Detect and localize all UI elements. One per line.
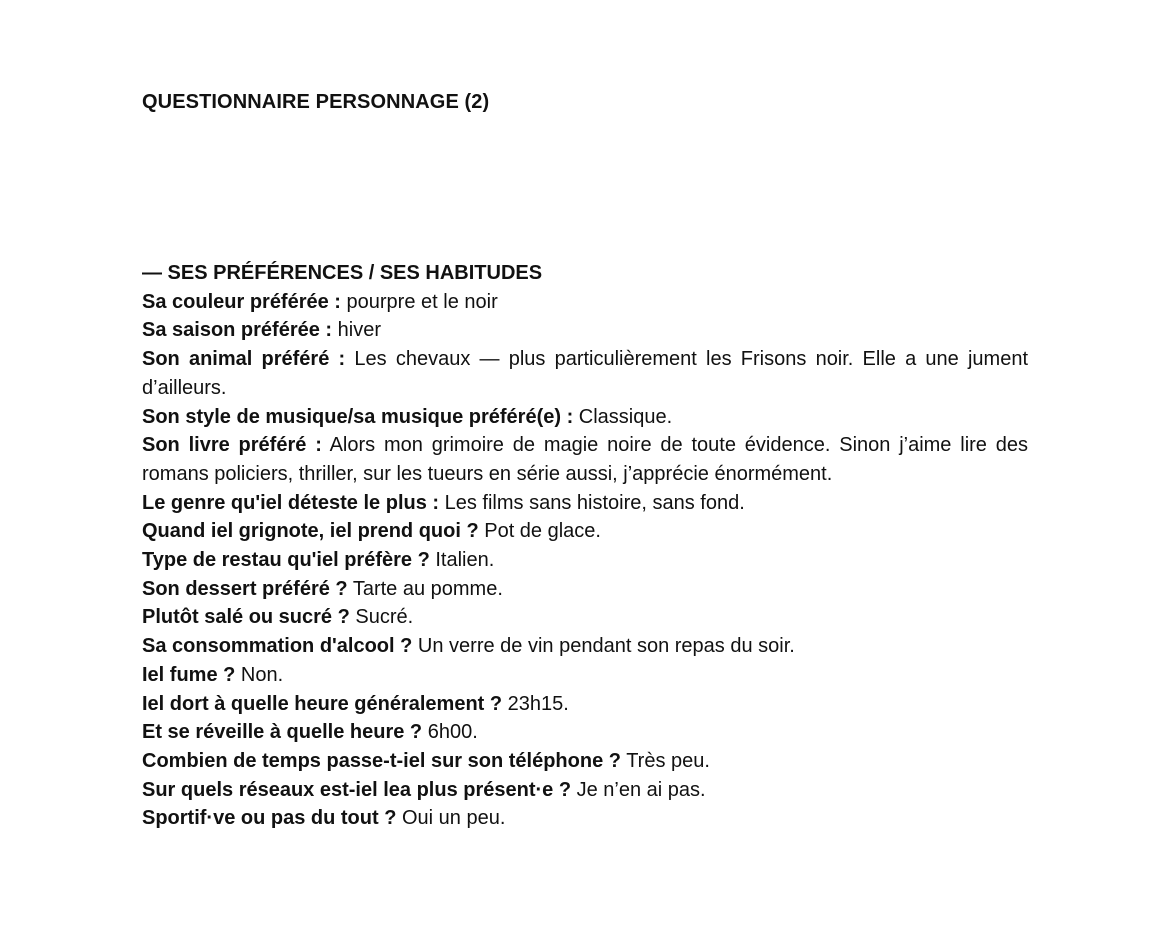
qa-question: Son livre préféré :	[142, 434, 322, 457]
qa-answer: Pot de glace.	[484, 520, 601, 543]
qa-question: Quand iel grignote, iel prend quoi ?	[142, 520, 479, 543]
qa-item	[142, 431, 1028, 488]
qa-answer: 6h00.	[427, 721, 478, 744]
qa-item	[142, 804, 1028, 833]
qa-item	[142, 288, 1028, 317]
section-heading: — SES PRÉFÉRENCES / SES HABITUDES	[142, 262, 543, 284]
qa-item	[142, 575, 1028, 604]
qa-answer: Sucré.	[355, 606, 414, 629]
qa-question: Et se réveille à quelle heure ?	[142, 721, 423, 744]
qa-answer: Classique.	[578, 405, 673, 428]
qa-answer: Italien.	[435, 549, 495, 572]
qa-question: Type de restau qu'iel préfère ?	[142, 549, 430, 572]
qa-question: Combien de temps passe-t-iel sur son téléphone ?	[142, 749, 621, 772]
qa-question: Son dessert préféré ?	[142, 577, 348, 600]
qa-question: Sa saison préférée :	[142, 319, 333, 342]
qa-item	[142, 345, 1028, 402]
qa-answer: Je n’en ai pas.	[576, 778, 706, 801]
qa-item	[142, 690, 1028, 719]
qa-question: Sa couleur préférée :	[142, 290, 341, 313]
qa-question: Son animal préféré :	[142, 348, 346, 371]
qa-item	[142, 747, 1028, 776]
qa-question: Sportif·ve ou pas du tout ?	[142, 807, 397, 830]
qa-answer: Un verre de vin pendant son repas du soir.	[417, 635, 795, 658]
qa-item	[142, 776, 1028, 805]
qa-item	[142, 403, 1028, 432]
qa-question: Son style de musique/sa musique préféré(e) :	[142, 405, 574, 428]
qa-answer: Les films sans histoire, sans fond.	[444, 491, 745, 514]
document-title: QUESTIONNAIRE PERSONNAGE (2)	[142, 91, 490, 113]
qa-question: Iel dort à quelle heure généralement ?	[142, 692, 503, 715]
qa-answer: Non.	[240, 663, 284, 686]
qa-answer: 23h15.	[507, 692, 569, 715]
qa-answer: Tarte au pomme.	[352, 577, 503, 600]
qa-answer: Oui un peu.	[402, 807, 506, 830]
qa-item	[142, 603, 1028, 632]
qa-question: Plutôt salé ou sucré ?	[142, 606, 350, 629]
qa-answer: hiver	[337, 319, 382, 342]
qa-item	[142, 546, 1028, 575]
qa-question: Sa consommation d'alcool ?	[142, 635, 413, 658]
qa-question: Le genre qu'iel déteste le plus :	[142, 491, 440, 514]
preferences-section	[142, 259, 1028, 833]
qa-item	[142, 632, 1028, 661]
qa-question: Sur quels réseaux est-iel lea plus présent·e ?	[142, 778, 572, 801]
document-page	[142, 0, 1028, 932]
qa-answer: Les chevaux — plus particulièrement les Frisons noir. Elle a une jument d’ailleurs.	[142, 348, 1028, 399]
qa-list	[142, 288, 1028, 833]
qa-item	[142, 661, 1028, 690]
qa-item	[142, 316, 1028, 345]
qa-answer: Très peu.	[626, 749, 710, 772]
qa-answer: Alors mon grimoire de magie noire de toute évidence. Sinon j’aime lire des romans policiers, thriller, sur les tueurs en série aussi, j’apprécie énormément.	[142, 434, 1028, 485]
qa-item	[142, 489, 1028, 518]
qa-item	[142, 718, 1028, 747]
qa-answer: pourpre et le noir	[346, 290, 498, 313]
qa-question: Iel fume ?	[142, 663, 236, 686]
qa-item	[142, 517, 1028, 546]
